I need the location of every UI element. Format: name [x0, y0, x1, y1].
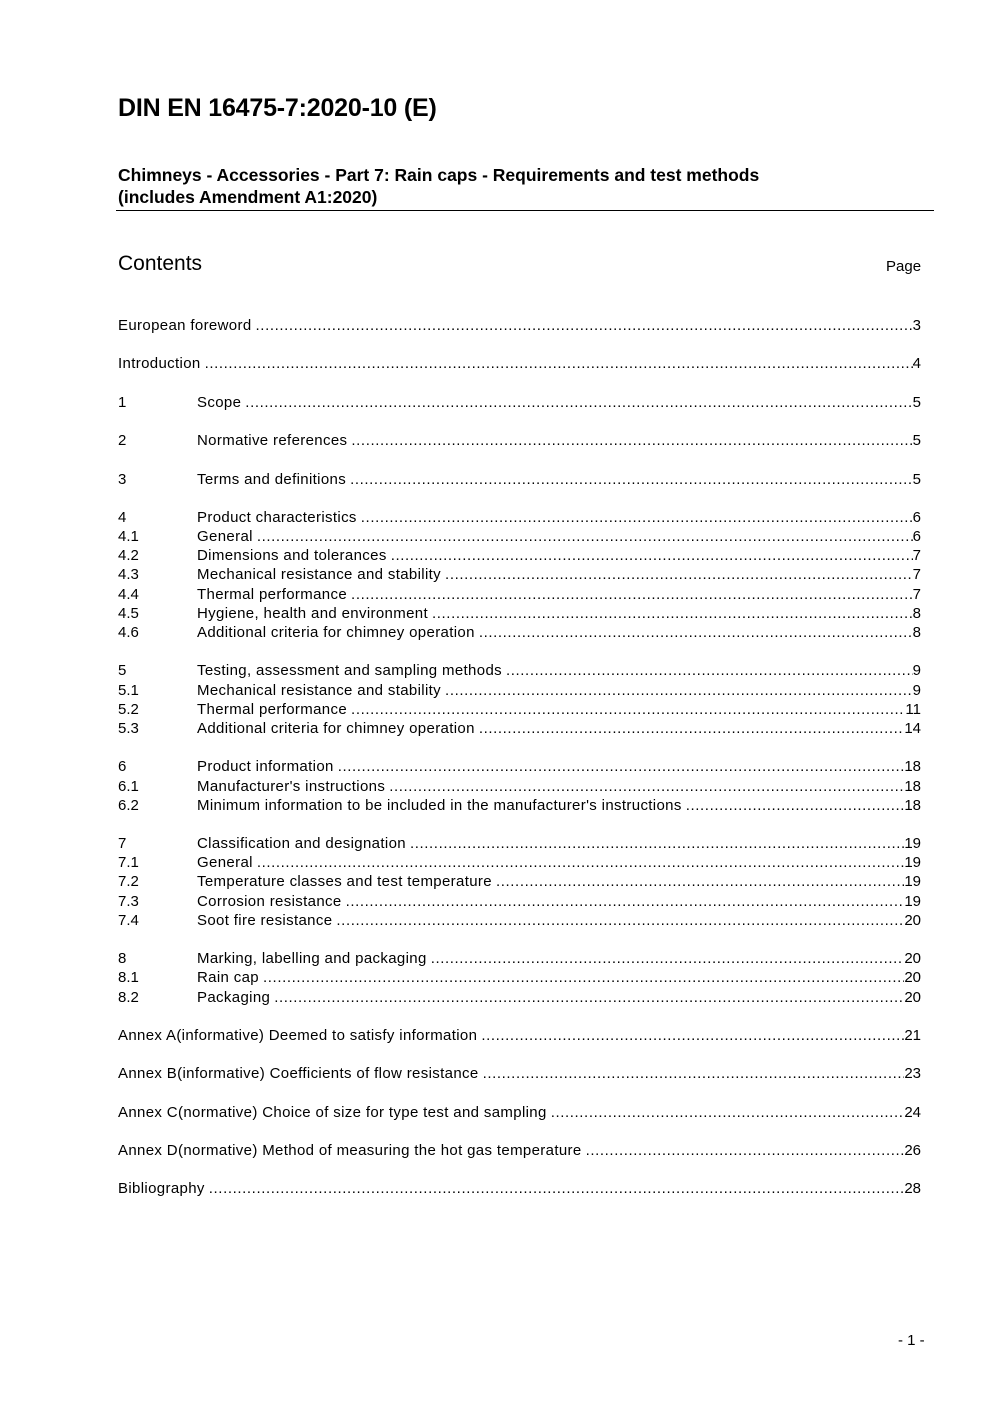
toc-page-number[interactable]: 7	[912, 566, 921, 584]
toc-entry-line	[197, 508, 921, 527]
toc-entry[interactable]	[118, 988, 921, 1007]
toc-page-number[interactable]: 8	[912, 604, 921, 622]
toc-section-title[interactable]: Additional criteria for chimney operation	[197, 719, 475, 737]
toc-entry-line	[118, 1179, 921, 1198]
toc-spacer	[118, 412, 921, 431]
toc-section-number: 7.3	[118, 892, 139, 910]
toc-entry-line	[197, 872, 921, 891]
toc-dot-leader	[410, 834, 904, 853]
toc-entry-line	[197, 393, 921, 412]
toc-dot-leader	[257, 853, 904, 872]
toc-dot-leader	[391, 546, 913, 565]
toc-entry[interactable]	[118, 431, 921, 450]
toc-page-number[interactable]: 3	[912, 317, 921, 334]
toc-section-number: 7	[118, 835, 127, 853]
toc-entry-line	[197, 470, 921, 489]
toc-page-number[interactable]: 5	[912, 470, 921, 488]
toc-section-number: 2	[118, 432, 127, 450]
toc-spacer	[118, 450, 921, 469]
toc-dot-leader	[496, 872, 904, 891]
toc-dot-leader	[263, 968, 904, 987]
toc-section-title[interactable]: General	[197, 528, 253, 546]
toc-entry[interactable]	[118, 470, 921, 489]
toc-dot-leader	[245, 393, 912, 412]
toc-section-title[interactable]: Normative references	[197, 432, 348, 450]
toc-entry-line	[197, 585, 921, 604]
toc-page-number[interactable]: 19	[904, 892, 921, 910]
toc-section-number: 1	[118, 393, 127, 411]
toc-entry[interactable]	[118, 527, 921, 546]
toc-section-number: 5.2	[118, 700, 139, 718]
toc-entry[interactable]	[118, 892, 921, 911]
toc-section-title[interactable]: Soot fire resistance	[197, 911, 333, 929]
toc-entry-line	[118, 1141, 921, 1160]
toc-dot-leader	[586, 1141, 905, 1160]
toc-section-number: 5.1	[118, 681, 139, 699]
toc-entry-line	[197, 911, 921, 930]
toc-entry[interactable]	[118, 968, 921, 987]
toc-entry-line	[197, 968, 921, 987]
toc-entry-line	[197, 527, 921, 546]
toc-entry[interactable]	[118, 565, 921, 584]
toc-entry-line	[118, 1064, 921, 1083]
toc-section-number: 7.1	[118, 854, 139, 872]
toc-entry[interactable]	[118, 700, 921, 719]
toc-entry[interactable]	[118, 872, 921, 891]
toc-dot-leader	[389, 777, 904, 796]
toc-dot-leader	[336, 911, 904, 930]
toc-page-number[interactable]: 6	[912, 508, 921, 526]
toc-dot-leader	[351, 700, 905, 719]
toc-spacer	[118, 642, 921, 661]
toc-entry-line	[197, 777, 921, 796]
toc-page-number[interactable]: 20	[904, 950, 921, 968]
toc-dot-leader	[551, 1103, 905, 1122]
toc-entry[interactable]	[118, 757, 921, 776]
toc-entry-line	[118, 1103, 921, 1122]
toc-entry-line	[118, 354, 921, 373]
toc-section-title[interactable]: Bibliography	[118, 1180, 205, 1198]
toc-entry-line	[197, 546, 921, 565]
toc-section-title[interactable]: Additional criteria for chimney operation	[197, 624, 475, 641]
toc-page-number[interactable]: 19	[904, 835, 921, 853]
toc-entry-line	[197, 796, 921, 815]
toc-dot-leader	[257, 527, 913, 546]
toc-section-number: 4.5	[118, 604, 139, 622]
toc-page-number[interactable]: 11	[905, 700, 921, 718]
toc-section-title[interactable]: Annex C(normative) Choice of size for type test and sampling	[118, 1103, 547, 1121]
toc-dot-leader	[350, 470, 913, 489]
toc-page-number[interactable]: 7	[912, 585, 921, 603]
toc-dot-leader	[479, 719, 904, 738]
toc-section-number: 5	[118, 662, 127, 680]
toc-entry[interactable]	[118, 1103, 921, 1122]
toc-entry[interactable]	[118, 623, 921, 642]
toc-page-number[interactable]: 23	[904, 1065, 921, 1083]
toc-section-number: 6.2	[118, 796, 139, 814]
toc-section-number: 6	[118, 758, 127, 776]
toc-section-title[interactable]: Annex D(normative) Method of measuring the hot gas temperature	[118, 1142, 582, 1160]
toc-entry[interactable]	[118, 834, 921, 853]
toc-section-number: 8.2	[118, 988, 139, 1006]
toc-section-title[interactable]: General	[197, 854, 253, 872]
toc-section-number: 8	[118, 950, 127, 968]
toc-section-number: 4.1	[118, 528, 139, 546]
toc-entry[interactable]	[118, 1026, 921, 1045]
toc-dot-leader	[483, 1064, 905, 1083]
toc-section-number: 7.4	[118, 911, 139, 929]
toc-page-number[interactable]: 18	[904, 758, 921, 776]
toc-page-number[interactable]: 21	[904, 1026, 921, 1044]
toc-section-number: 4.2	[118, 547, 139, 565]
toc-spacer	[118, 1122, 921, 1141]
toc-spacer	[118, 1084, 921, 1103]
page-column-label: Page	[886, 258, 922, 275]
toc-section-number: 7.2	[118, 873, 139, 891]
toc-section-title[interactable]: Mechanical resistance and stability	[197, 566, 442, 584]
toc-page-number[interactable]: 18	[904, 796, 921, 814]
toc-page-number[interactable]: 9	[912, 662, 921, 680]
toc-page-number[interactable]: 19	[904, 873, 921, 891]
toc-page-number[interactable]: 5	[912, 432, 921, 450]
toc-entry[interactable]	[118, 719, 921, 738]
toc-entry-line	[197, 681, 921, 700]
toc-entry[interactable]	[118, 661, 921, 680]
toc-section-title[interactable]: Minimum information to be included in the manufacturer's instructions	[197, 796, 682, 814]
toc-dot-leader	[274, 988, 904, 1007]
toc-entry-line	[197, 604, 921, 623]
toc-section-title[interactable]: Terms and definitions	[197, 470, 347, 488]
toc-entry-line	[197, 988, 921, 1007]
toc-entry[interactable]	[118, 316, 921, 335]
toc-entry[interactable]	[118, 508, 921, 527]
toc-entry-line	[197, 757, 921, 776]
toc-section-title[interactable]: Corrosion resistance	[197, 892, 342, 910]
toc-entry[interactable]	[118, 546, 921, 565]
toc-entry[interactable]	[118, 777, 921, 796]
toc-section-title[interactable]: Introduction	[118, 355, 201, 373]
toc-dot-leader	[445, 565, 913, 584]
toc-section-title[interactable]: Temperature classes and test temperature	[197, 873, 492, 891]
toc-section-title[interactable]: Scope	[197, 393, 242, 411]
toc-page-number[interactable]: 14	[904, 719, 921, 737]
toc-entry-line	[118, 316, 921, 335]
page-number: - 1 -	[898, 1332, 925, 1349]
toc-page-number[interactable]: 20	[904, 969, 921, 987]
toc-entry[interactable]	[118, 585, 921, 604]
toc-dot-leader	[445, 681, 913, 700]
toc-entry-line	[118, 1026, 921, 1045]
toc-page-number[interactable]: 19	[904, 854, 921, 872]
toc-entry[interactable]	[118, 393, 921, 412]
toc-spacer	[118, 738, 921, 757]
toc-section-title[interactable]: Annex A(informative) Deemed to satisfy information	[118, 1026, 478, 1044]
toc-section-title[interactable]: Classification and designation	[197, 835, 406, 853]
toc-page-number[interactable]: 20	[904, 988, 921, 1006]
toc-spacer	[118, 374, 921, 393]
toc-dot-leader	[361, 508, 913, 527]
toc-dot-leader	[686, 796, 905, 815]
toc-dot-leader	[351, 585, 913, 604]
toc-spacer	[118, 1007, 921, 1026]
toc-entry[interactable]	[118, 853, 921, 872]
toc-entry-line	[197, 700, 921, 719]
document-id: DIN EN 16475-7:2020-10 (E)	[118, 94, 437, 122]
toc-entry[interactable]	[118, 949, 921, 968]
toc-section-title[interactable]: Product information	[197, 758, 334, 776]
toc-dot-leader	[351, 431, 912, 450]
toc-spacer	[118, 489, 921, 508]
toc-spacer	[118, 930, 921, 949]
toc-section-title[interactable]: European foreword	[118, 317, 252, 334]
toc-section-number: 6.1	[118, 777, 139, 795]
toc-section-title[interactable]: Mechanical resistance and stability	[197, 681, 442, 699]
toc-page-number[interactable]: 5	[912, 393, 921, 411]
toc-entry[interactable]	[118, 354, 921, 373]
toc-spacer	[118, 1045, 921, 1064]
toc-section-title[interactable]: Hygiene, health and environment	[197, 604, 428, 622]
title-divider	[116, 210, 934, 211]
toc-entry-line	[197, 853, 921, 872]
toc-entry-line	[197, 431, 921, 450]
toc-section-title[interactable]: Marking, labelling and packaging	[197, 950, 427, 968]
subtitle-line-1: Chimneys - Accessories - Part 7: Rain caps - Requirements and test methods	[118, 165, 760, 185]
toc-page-number[interactable]: 4	[912, 355, 921, 373]
toc-section-title[interactable]: Annex B(informative) Coefficients of flow resistance	[118, 1065, 479, 1083]
toc-dot-leader	[256, 316, 913, 335]
toc-entry[interactable]	[118, 1179, 921, 1198]
toc-page-number[interactable]: 18	[904, 777, 921, 795]
toc-dot-leader	[431, 949, 905, 968]
toc-entry-line	[197, 661, 921, 680]
toc-page-number[interactable]: 6	[912, 528, 921, 546]
toc-entry[interactable]	[118, 681, 921, 700]
toc-dot-leader	[506, 661, 913, 680]
toc-entry[interactable]	[118, 1064, 921, 1083]
toc-spacer	[118, 1160, 921, 1179]
toc-section-title[interactable]: Testing, assessment and sampling methods	[197, 662, 502, 680]
toc-section-title[interactable]: Rain cap	[197, 969, 260, 987]
toc-page-number[interactable]: 28	[904, 1180, 921, 1198]
toc-section-title[interactable]: Thermal performance	[197, 585, 348, 603]
toc-section-title[interactable]: Manufacturer's instructions	[197, 777, 386, 795]
toc-section-number: 4.3	[118, 566, 139, 584]
toc-entry-line	[197, 949, 921, 968]
toc-dot-leader	[346, 892, 905, 911]
toc-page-number[interactable]: 8	[912, 624, 921, 641]
contents-heading: Contents	[118, 252, 203, 275]
toc-spacer	[118, 335, 921, 354]
document-subtitle	[118, 164, 934, 208]
toc-section-number: 3	[118, 470, 127, 488]
toc-dot-leader	[479, 623, 913, 642]
toc-page-number[interactable]: 26	[904, 1142, 921, 1160]
toc-section-number: 4	[118, 508, 127, 526]
toc-entry-line	[197, 834, 921, 853]
toc-entry-line	[197, 623, 921, 642]
toc-page-number[interactable]: 24	[904, 1103, 921, 1121]
toc-section-title[interactable]: Dimensions and tolerances	[197, 547, 387, 565]
toc-section-title[interactable]: Thermal performance	[197, 700, 348, 718]
toc-dot-leader	[432, 604, 913, 623]
subtitle-line-2: (includes Amendment A1:2020)	[118, 187, 378, 207]
toc-entry-line	[197, 892, 921, 911]
toc-section-title[interactable]: Product characteristics	[197, 508, 357, 526]
toc-entry[interactable]	[118, 796, 921, 815]
toc-page-number[interactable]: 9	[912, 681, 921, 699]
toc-section-title[interactable]: Packaging	[197, 988, 271, 1006]
toc-entry-line	[197, 565, 921, 584]
toc-section-number: 8.1	[118, 969, 139, 987]
toc-entry[interactable]	[118, 1141, 921, 1160]
toc-dot-leader	[205, 354, 913, 373]
toc-dot-leader	[209, 1179, 905, 1198]
toc-dot-leader	[338, 757, 905, 776]
toc-section-number: 5.3	[118, 719, 139, 737]
toc-dot-leader	[481, 1026, 904, 1045]
toc-page-number[interactable]: 20	[904, 911, 921, 929]
toc-spacer	[118, 815, 921, 834]
toc-entry[interactable]	[118, 604, 921, 623]
toc-section-number: 4.6	[118, 624, 139, 641]
toc-page-number[interactable]: 7	[912, 547, 921, 565]
toc-entry[interactable]	[118, 911, 921, 930]
toc-entry-line	[197, 719, 921, 738]
table-of-contents	[118, 316, 921, 1199]
toc-section-number: 4.4	[118, 585, 139, 603]
